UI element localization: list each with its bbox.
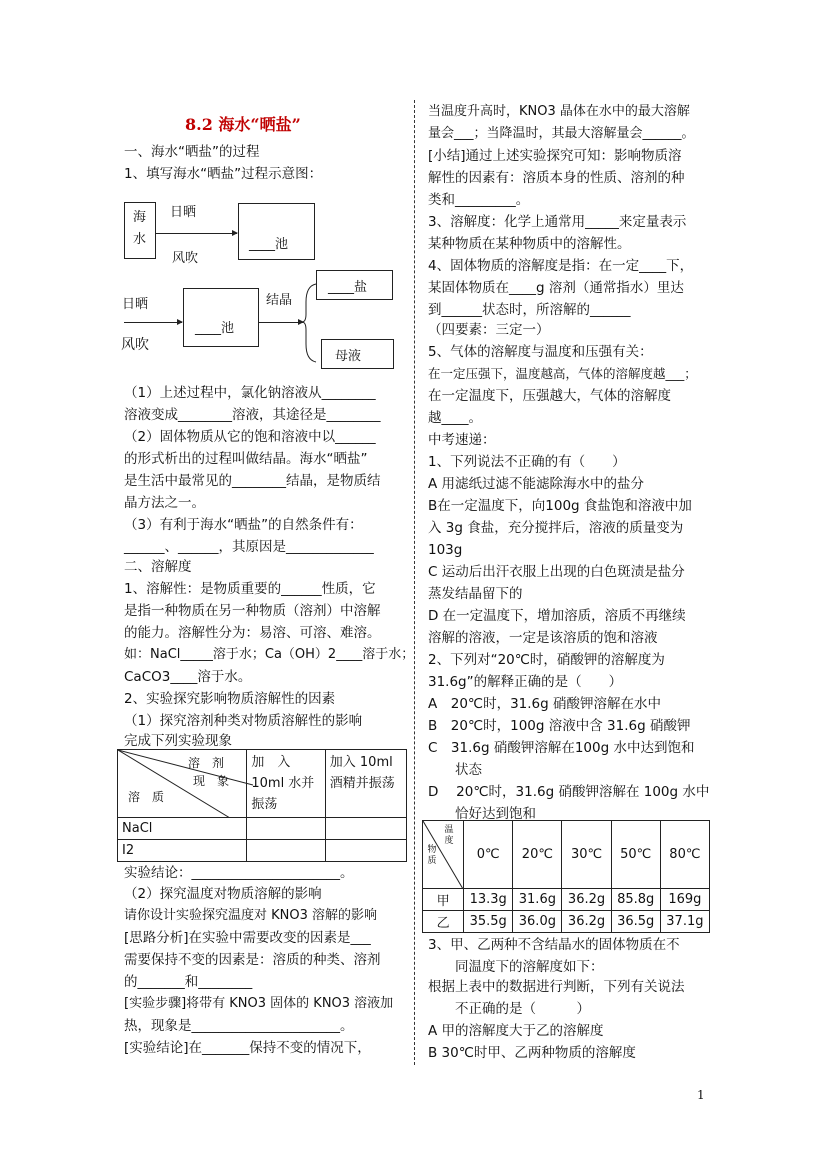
left-line: 的形式析出的过程叫做结晶。海水“晒盐” — [124, 451, 368, 467]
left-line: CaCO3____溶于水。 — [124, 669, 252, 685]
empty-cell — [247, 840, 325, 862]
temp-header: 80℃ — [660, 821, 709, 889]
diagonal-header-lines — [118, 750, 253, 818]
temp-header: 0℃ — [464, 821, 513, 889]
corner-phenomenon: 现 象 — [193, 774, 230, 788]
right-line: 状态 — [428, 762, 482, 778]
column-divider — [414, 100, 415, 1065]
empty-cell — [325, 840, 406, 862]
right-line: A 用滤纸过滤不能滤除海水中的盐分 — [428, 476, 645, 492]
solubility-cell: 36.0g — [513, 911, 562, 933]
corner-temperature: 温度 — [444, 825, 454, 846]
temp-header: 30℃ — [562, 821, 611, 889]
arrow — [124, 322, 182, 323]
right-line: 解性的因素有：溶质本身的性质、溶剂的种 — [428, 170, 685, 186]
right-line: A 20℃时，31.6g 硝酸钾溶解在水中 — [428, 696, 661, 712]
right-line: C 31.6g 硝酸钾溶解在100g 水中达到饱和 — [428, 740, 695, 756]
header-alcohol: 加入 10ml 酒精并振荡 — [325, 750, 406, 818]
right-line: 31.6g”的解释正确的是（ ） — [428, 674, 623, 690]
solubility-cell: 36.5g — [611, 911, 660, 933]
wind-label: 风吹 — [172, 251, 199, 266]
right-line: D 在一定温度下，增加溶质，溶质不再继续 — [428, 608, 686, 624]
sun-label: 日晒 — [170, 205, 197, 220]
mother-liquor-label: 母液 — [335, 349, 362, 364]
left-line: 完成下列实验现象 — [124, 733, 232, 749]
right-line: （四要素：三定一） — [428, 322, 550, 338]
left-line: （2）固体物质从它的饱和溶液中以______ — [124, 429, 376, 445]
temp-header: 20℃ — [513, 821, 562, 889]
left-line: （1）探究溶剂种类对物质溶解性的影响 — [124, 713, 363, 729]
empty-cell — [247, 818, 325, 840]
left-line: 需要保持不变的因素是：溶质的种类、溶剂 — [124, 952, 381, 968]
left-line: 热，现象是______________________。 — [124, 1018, 354, 1034]
right-line: 2、下列对“20℃时，硝酸钾的溶解度为 — [428, 652, 665, 668]
left-line: 如：NaCl_____溶于水；Ca（OH）2____溶于水； — [124, 647, 415, 662]
right-line: 4、固体物质的溶解度是指：在一定____下， — [428, 258, 694, 274]
right-line: D 20℃时，31.6g 硝酸钾溶解在 100g 水中 — [428, 784, 710, 800]
left-line: 请你设计实验探究温度对 KNO3 溶解的影响 — [124, 908, 378, 923]
solvent-experiment-table — [117, 749, 407, 862]
left-line: [思路分析]在实验中需要改变的因素是___ — [124, 930, 371, 946]
right-line: B 20℃时，100g 溶液中含 31.6g 硝酸钾 — [428, 718, 691, 734]
right-line: [小结]通过上述实验探究可知：影响物质溶 — [428, 148, 682, 164]
corner-solute: 溶 质 — [128, 790, 165, 804]
left-line: [实验结论]在_______保持不变的情况下， — [124, 1040, 371, 1056]
left-line: 二、溶解度 — [124, 559, 192, 575]
temp-header: 50℃ — [611, 821, 660, 889]
solubility-table — [422, 820, 710, 933]
substance-name: 甲 — [423, 889, 464, 911]
right-line: 入 3g 食盐，充分搅拌后，溶液的质量变为 — [428, 520, 684, 536]
left-line: [实验步骤]将带有 KNO3 固体的 KNO3 溶液加 — [124, 996, 394, 1011]
crystallize-label: 结晶 — [266, 293, 293, 308]
crystallization-pool-label: ____池 — [195, 321, 235, 336]
right-line: 蒸发结晶留下的 — [428, 586, 523, 602]
corner-solvent: 溶 剂 — [188, 756, 225, 770]
right-line: C 运动后出汗衣服上出现的白色斑渍是盐分 — [428, 564, 685, 580]
solubility-cell: 31.6g — [513, 889, 562, 911]
left-line: （2）探究温度对物质溶解的影响 — [124, 886, 322, 902]
right-line: 恰好达到饱和 — [428, 806, 536, 822]
left-line: 是指一种物质在另一种物质（溶剂）中溶解 — [124, 603, 381, 619]
left-line: 的_______和________ — [124, 974, 253, 990]
left-line: 1、溶解性：是物质重要的______性质，它 — [124, 581, 376, 597]
right-line: 越____。 — [428, 410, 482, 426]
right-line: 5、气体的溶解度与温度和压强有关： — [428, 344, 653, 360]
right-line: 在一定压强下，温度越高，气体的溶解度越___； — [428, 366, 697, 381]
sun-label: 日晒 — [122, 297, 149, 312]
solubility-cell: 13.3g — [464, 889, 513, 911]
solubility-cell: 36.2g — [562, 911, 611, 933]
left-line: 2、实验探究影响物质溶解性的因素 — [124, 691, 336, 707]
solubility-cell: 35.5g — [464, 911, 513, 933]
left-line: 溶液变成________溶液，其途径是________ — [124, 407, 381, 423]
empty-cell — [325, 818, 406, 840]
salt-label: ____盐 — [328, 280, 368, 295]
right-line: B在一定温度下，向100g 食盐饱和溶液中加 — [428, 498, 692, 514]
left-line: 的能力。溶解性分为：易溶、可溶、难溶。 — [124, 625, 381, 641]
right-line: 1、下列说法不正确的有（ ） — [428, 454, 626, 470]
right-line: 当温度升高时，KNO3 晶体在水中的最大溶解 — [428, 104, 690, 119]
arrow — [258, 322, 303, 323]
solubility-cell: 36.2g — [562, 889, 611, 911]
right-line: 在一定温度下，压强越大，气体的溶解度 — [428, 388, 671, 404]
right-line: 到______状态时，所溶解的______ — [428, 302, 631, 318]
page-number: 1 — [697, 1088, 705, 1102]
solubility-cell: 169g — [660, 889, 709, 911]
right-line: 量会___；当降温时，其最大溶解量会______。 — [428, 126, 695, 141]
right-line: A 甲的溶解度大于乙的溶解度 — [428, 1023, 604, 1039]
left-line: 晶方法之一。 — [124, 495, 205, 511]
left-line: 1、填写海水“晒盐”过程示意图： — [124, 166, 323, 182]
right-line: 某固体物质在____g 溶剂（通常指水）里达 — [428, 280, 684, 296]
corner-substance: 物质 — [427, 845, 437, 866]
left-line: 是生活中最常见的________结晶，是物质结 — [124, 473, 381, 489]
left-line: 一、海水“晒盐”的过程 — [124, 144, 260, 160]
solubility-cell: 37.1g — [660, 911, 709, 933]
header-water: 加 入 10ml 水并振荡 — [247, 750, 325, 818]
row-solute: NaCl — [118, 818, 247, 840]
right-line: 3、甲、乙两种不含结晶水的固体物质在不 — [428, 937, 680, 953]
right-line: 3、溶解度：化学上通常用_____来定量表示 — [428, 214, 687, 230]
row-solute: I2 — [118, 840, 247, 862]
substance-name: 乙 — [423, 911, 464, 933]
right-line: 类和_________。 — [428, 192, 530, 208]
left-line: （1）上述过程中，氯化钠溶液从________ — [124, 385, 376, 401]
solubility-cell: 85.8g — [611, 889, 660, 911]
arrow — [155, 233, 237, 234]
left-line: （3）有利于海水“晒盐”的自然条件有： — [124, 517, 363, 533]
left-line: ______、______，其原因是_____________ — [124, 539, 374, 555]
right-line: B 30℃时甲、乙两种物质的溶解度 — [428, 1045, 636, 1061]
right-line: 某种物质在某种物质中的溶解性。 — [428, 236, 631, 252]
right-line: 同温度下的溶解度如下： — [428, 959, 604, 975]
seawater-label: 海 水 — [133, 210, 147, 247]
evaporation-pool-label: ____池 — [249, 237, 289, 252]
left-line: 实验结论：______________________。 — [124, 865, 354, 881]
right-line: 不正确的是（ ） — [428, 1001, 590, 1017]
wind-label: 风吹 — [121, 337, 149, 353]
right-line: 溶解的溶液，一定是该溶质的饱和溶液 — [428, 630, 658, 646]
page-title: 8.2 海水“晒盐” — [185, 115, 301, 134]
right-line: 中考速递： — [428, 432, 496, 448]
right-line: 103g — [428, 542, 463, 558]
right-line: 根据上表中的数据进行判断，下列有关说法 — [428, 979, 685, 995]
